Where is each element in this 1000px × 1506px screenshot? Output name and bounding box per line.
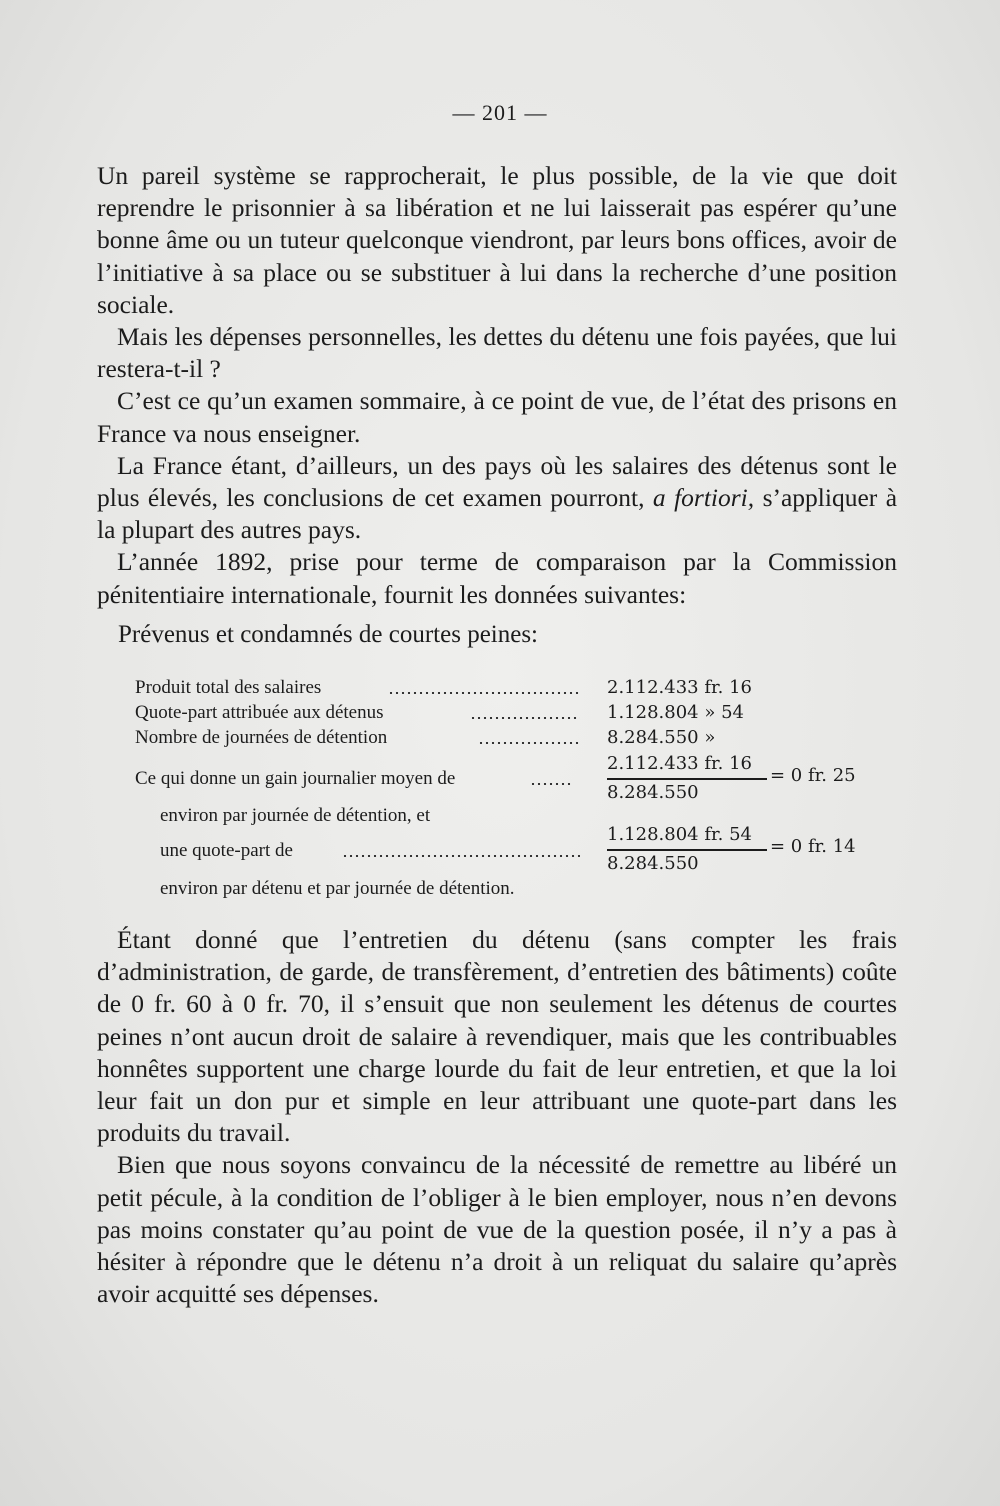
italic-phrase: a fortiori, xyxy=(652,483,755,513)
stat-row-total-wages xyxy=(135,677,321,699)
section-heading: Prévenus et condamnés de courtes peines: xyxy=(118,621,539,648)
stat-label: Produit total des salaires xyxy=(135,677,322,698)
dot-leader xyxy=(388,692,580,694)
stat-value: 8.284.550 » xyxy=(607,727,716,748)
paragraph-france xyxy=(97,450,897,547)
stat-label: une quote-part de xyxy=(160,840,293,861)
paragraph: Mais les dépenses personnelles, les dettes du détenu une fois payées, que lui restera-t-il ? xyxy=(97,322,897,384)
fraction-bar xyxy=(607,778,767,780)
dot-leader xyxy=(478,742,580,744)
paragraph-text: s’appliquer à la plupart des autres pays. xyxy=(97,483,898,545)
stat-value: 2.112.433 fr. 16 xyxy=(607,677,752,698)
stat-row-detention-days xyxy=(135,727,387,749)
paragraph: Bien que nous soyons convaincu de la nécessité de remettre au libéré un petit pécule, à la condition de l’obliger à le bien employer, nous n’en devons pas moins constater qu’au point de vue de la question posée, il n’y a pas à hésiter à répondre que le détenu n’a droit à un reliquat du salaire qu’après avoir acquitté ses dépenses. xyxy=(97,1150,897,1309)
fraction-denominator: 8.284.550 xyxy=(607,853,699,874)
fraction-bar xyxy=(607,849,767,851)
fraction-numerator: 2.112.433 fr. 16 xyxy=(607,753,752,774)
stat-label: Ce qui donne un gain journalier moyen de xyxy=(135,768,456,789)
fraction-result: = 0 fr. 25 xyxy=(770,765,856,786)
dot-leader xyxy=(342,855,580,857)
stat-row-detainee-share xyxy=(135,702,383,724)
paragraph: Un pareil système se rapprocherait, le plus possible, de la vie que doit reprendre le prisonnier à sa libération et ne lui laisserait pas espérer qu’une bonne âme ou un tuteur quelconque viendront, par leurs bons offices, avoir de l’initiative à sa place ou se substituer à lui dans la recherche d’une position sociale. xyxy=(97,161,897,319)
dot-leader xyxy=(530,783,572,785)
fraction-result: = 0 fr. 14 xyxy=(770,836,856,857)
stat-row-daily-share xyxy=(160,840,293,862)
dot-leader xyxy=(470,717,580,719)
stat-label: Nombre de journées de détention xyxy=(135,727,388,748)
stat-label: environ par détenu et par journée de détention. xyxy=(160,878,515,899)
fraction-numerator: 1.128.804 fr. 54 xyxy=(607,824,752,845)
fraction-denominator: 8.284.550 xyxy=(607,782,699,803)
page-number: — 201 — xyxy=(452,100,548,125)
paragraph: L’année 1892, prise pour terme de comparaison par la Commission pénitentiaire internationale, fournit les données suivantes: xyxy=(97,547,897,609)
stat-footer xyxy=(160,878,515,900)
paragraph: Étant donné que l’entretien du détenu (sans compter les frais d’administration, de garde, de transfèrement, d’entretien des bâtiments) coûte de 0 fr. 60 à 0 fr. 70, il s’ensuit que non seulement les détenus de courtes peines n’ont aucun droit de salaire à revendiquer, mais que les contribuables honnêtes supportent une charge lourde du fait de leur entretien, et que la loi leur fait un don pur et simple en leur attribuant une quote-part dans les produits du travail. xyxy=(97,925,897,1148)
stat-value: 1.128.804 » 54 xyxy=(607,702,744,723)
paragraph-text: La France étant, d’ailleurs, un des pays où les salaires des détenus sont le plus élevés, les conclusions de cet examen pourront, xyxy=(97,450,897,513)
stat-row-share-label xyxy=(160,805,430,827)
paragraph: C’est ce qu’un examen sommaire, à ce point de vue, de l’état des prisons en France va nous enseigner. xyxy=(97,386,897,448)
stat-label: environ par journée de détention, et xyxy=(160,805,431,826)
stat-row-daily-gain xyxy=(135,768,455,790)
stat-label: Quote-part attribuée aux détenus xyxy=(135,702,384,723)
text-block-bottom xyxy=(97,924,897,1310)
text-block-top xyxy=(97,160,897,611)
